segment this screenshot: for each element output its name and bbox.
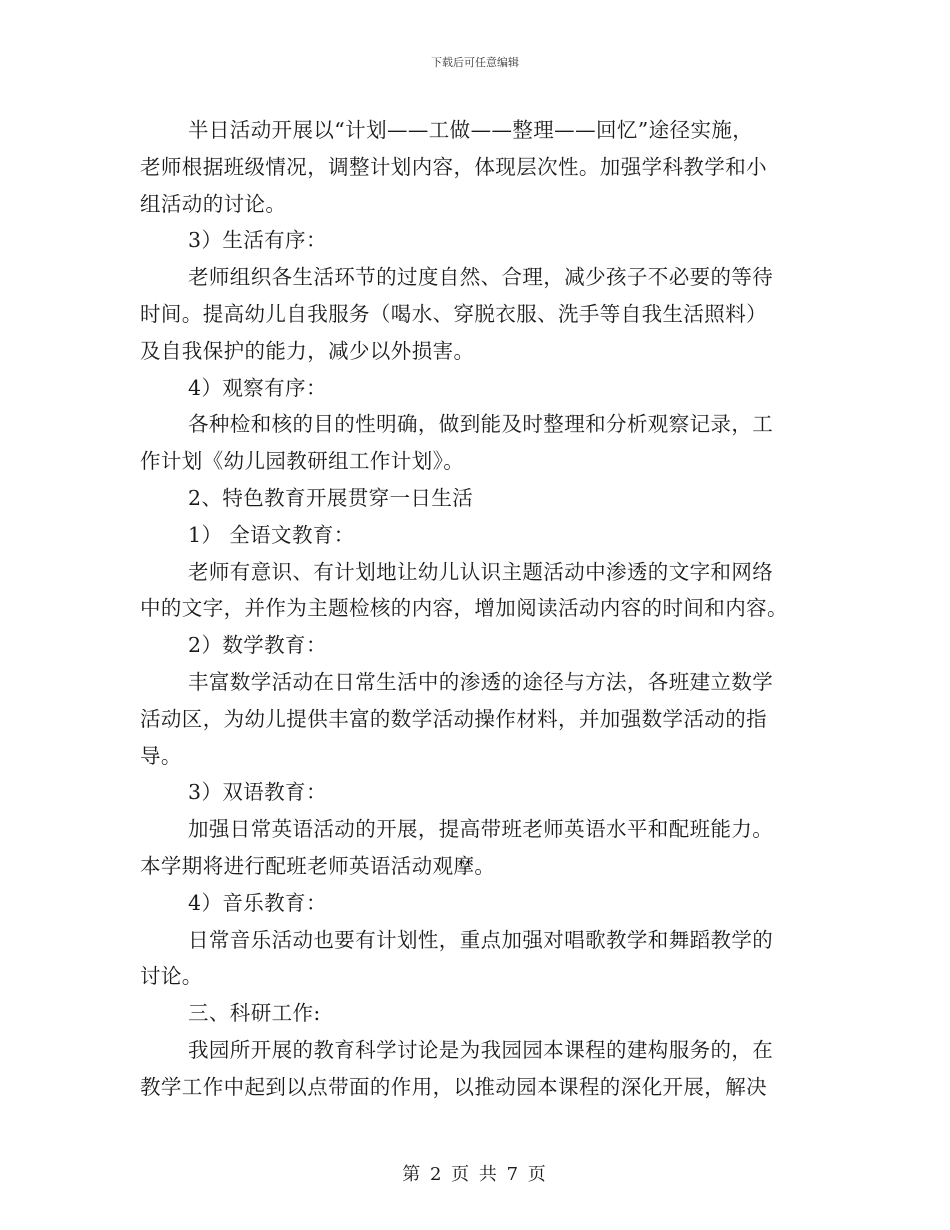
document-body (140, 112, 808, 1106)
paragraph-line: 半日活动开展以“计划——工做——整理——回忆”途径实施， (188, 118, 754, 142)
paragraph-line: 各种检和核的目的性明确，做到能及时整理和分析观察记录，工 (188, 412, 774, 437)
paragraph-line: 本学期将进行配班老师英语活动观摩。 (140, 853, 496, 878)
paragraph-line: 日常音乐活动也要有计划性，重点加强对唱歌教学和舞蹈教学的 (188, 927, 774, 952)
paragraph-line: 导。 (140, 743, 182, 768)
paragraph-line: 老师根据班级情况，调整计划内容，体现层次性。加强学科教学和小 (140, 154, 767, 179)
paragraph-line: 加强日常英语活动的开展，提高带班老师英语水平和配班能力。 (188, 817, 774, 842)
paragraph-line: 中的文字，并作为主题检核的内容，增加阅读活动内容的时间和内容。 (140, 596, 788, 621)
paragraph-line: 活动区，为幼儿提供丰富的数学活动操作材料，并加强数学活动的指 (140, 706, 767, 731)
paragraph-line: 老师有意识、有计划地让幼儿认识主题活动中渗透的文字和网络 (188, 559, 774, 584)
paragraph-line: 及自我保护的能力，减少以外损害。 (140, 338, 475, 363)
paragraph-line: 3）生活有序： (188, 228, 327, 253)
paragraph-line: 4）观察有序： (188, 375, 327, 400)
paragraph-line: 教学工作中起到以点带面的作用，以推动园本课程的深化开展，解决 (140, 1074, 767, 1099)
paragraph-line: 讨论。 (140, 964, 203, 989)
paragraph-line: 2）数学教育： (188, 633, 327, 658)
paragraph-line: 我园所开展的教育科学讨论是为我园园本课程的建构服务的，在 (188, 1037, 774, 1062)
paragraph-line: 老师组织各生活环节的过度自然、合理，减少孩子不必要的等待 (188, 265, 774, 290)
paragraph-line: 三、科研工作: (188, 1001, 321, 1026)
page-footer: 第 2 页 共 7 页 (402, 1164, 548, 1185)
paragraph-line: 丰富数学活动在日常生活中的渗透的途径与方法，各班建立数学 (188, 669, 774, 694)
paragraph-line: 3）双语教育： (188, 780, 327, 805)
paragraph-line: 1） 全语文教育： (188, 522, 355, 547)
paragraph-line: 作计划《幼儿园教研组工作计划》。 (140, 449, 465, 474)
paragraph-line: 2、特色教育开展贯穿一日生活 (188, 485, 474, 510)
paragraph-line: 时间。提高幼儿自我服务（喝水、穿脱衣服、洗手等自我生活照料） (140, 301, 767, 326)
paragraph-line: 组活动的讨论。 (140, 191, 287, 216)
page-header: 下载后可任意编辑 (431, 56, 519, 69)
paragraph-line: 4）音乐教育： (188, 890, 327, 915)
